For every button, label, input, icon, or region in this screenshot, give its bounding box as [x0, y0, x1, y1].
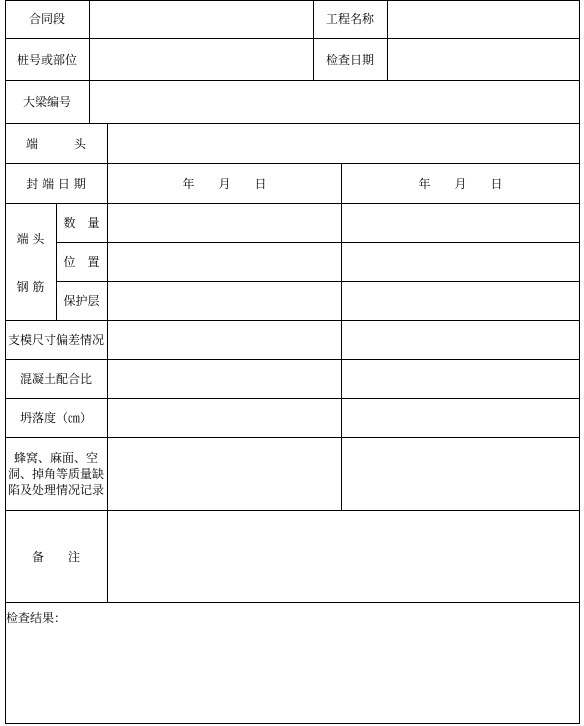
slump-right[interactable] [342, 399, 579, 437]
rebar-position-label: 位 置 [63, 255, 100, 269]
inspection-result-value[interactable] [6, 632, 579, 722]
rebar-cover-left[interactable] [108, 282, 341, 320]
grid-line [5, 602, 580, 603]
station-label: 桩号或部位 [16, 52, 77, 67]
formwork-deviation-left[interactable] [108, 321, 341, 359]
grid-line [579, 0, 580, 724]
remarks-value[interactable] [108, 511, 579, 602]
beam-number-value[interactable] [90, 81, 579, 123]
rebar-cover-label: 保护层 [63, 294, 100, 308]
concrete-mix-right[interactable] [342, 360, 579, 398]
inspection-date-value[interactable] [388, 39, 579, 80]
project-name-label: 工程名称 [325, 12, 374, 26]
seal-date-left[interactable]: 年 月 日 [182, 176, 267, 191]
beam-number-label: 大梁编号 [22, 95, 71, 109]
slump-left[interactable] [108, 399, 341, 437]
inspection-date-label: 检查日期 [325, 52, 374, 67]
formwork-deviation-right[interactable] [342, 321, 579, 359]
rebar-quantity-label: 数 量 [63, 216, 100, 230]
seal-date-right[interactable]: 年 月 日 [418, 176, 503, 191]
remarks-label: 备 注 [31, 549, 80, 564]
rebar-group-label-bottom: 钢 筋 [16, 280, 45, 294]
grid-line [5, 723, 580, 724]
rebar-cover-right[interactable] [342, 282, 579, 320]
defect-record-label: 蜂窝、麻面、空洞、掉角等质量缺陷及处理情况记录 [7, 451, 104, 497]
formwork-deviation-label: 支模尺寸偏差情况 [7, 333, 104, 347]
rebar-position-right[interactable] [342, 243, 579, 281]
rebar-position-left[interactable] [108, 243, 341, 281]
rebar-quantity-right[interactable] [342, 204, 579, 242]
contract-section-value[interactable] [90, 0, 313, 38]
end-label: 端 头 [25, 136, 86, 151]
slump-label: 坍落度（㎝） [19, 411, 92, 425]
rebar-group-label-top: 端 头 [16, 232, 45, 246]
contract-section-label: 合同段 [28, 12, 65, 26]
concrete-mix-label: 混凝土配合比 [19, 372, 92, 386]
rebar-quantity-left[interactable] [108, 204, 341, 242]
seal-date-label: 封 端 日 期 [26, 176, 86, 191]
station-value[interactable] [90, 39, 313, 80]
defect-record-left[interactable] [108, 438, 341, 510]
defect-record-right[interactable] [342, 438, 579, 510]
inspection-result-label: 检查结果： [6, 611, 67, 625]
concrete-mix-left[interactable] [108, 360, 341, 398]
project-name-value[interactable] [388, 0, 579, 38]
end-value[interactable] [108, 124, 579, 163]
